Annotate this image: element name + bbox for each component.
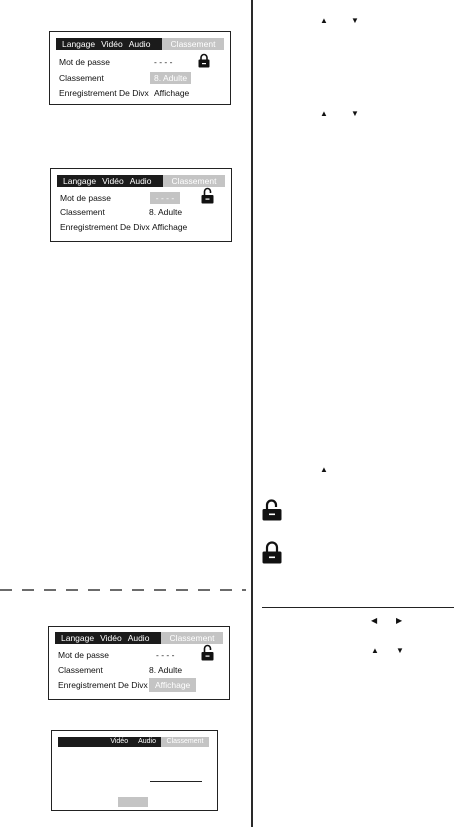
right-arrow-icon: ▶ xyxy=(396,616,403,625)
tab-video[interactable]: Vidéo xyxy=(102,176,124,186)
tab-audio[interactable]: Audio xyxy=(128,39,151,49)
up-arrow-icon: ▲ xyxy=(371,646,379,655)
rating-value[interactable]: 8. Adulte xyxy=(150,72,191,84)
tab-bar xyxy=(56,38,224,50)
tab-bar xyxy=(55,632,223,644)
tab-video[interactable]: Vidéo xyxy=(100,633,122,643)
up-arrow-icon: ▲ xyxy=(320,16,328,25)
tab-langage[interactable]: Langage xyxy=(63,176,97,186)
up-arrow-icon: ▲ xyxy=(320,109,328,118)
tab-classement[interactable]: Classement xyxy=(161,737,209,747)
tab-audio[interactable]: Audio xyxy=(129,176,152,186)
unlocked-padlock-icon xyxy=(201,187,214,204)
divx-value[interactable]: Affichage xyxy=(152,222,188,232)
osd-menu-1 xyxy=(49,31,231,105)
up-arrow-icon: ▲ xyxy=(320,465,328,474)
unlocked-padlock-icon xyxy=(201,644,214,661)
tab-video[interactable]: Vidéo xyxy=(110,738,129,745)
down-arrow-icon: ▼ xyxy=(396,646,404,655)
tab-audio[interactable]: Audio xyxy=(127,633,150,643)
rating-label: Classement xyxy=(60,207,105,217)
rating-value[interactable]: 8. Adulte xyxy=(149,665,183,675)
password-label: Mot de passe xyxy=(58,650,110,660)
password-label: Mot de passe xyxy=(60,193,112,203)
left-arrow-icon: ◀ xyxy=(371,616,378,625)
divx-label: Enregistrement De Divx xyxy=(58,680,148,690)
tab-audio[interactable]: Audio xyxy=(138,738,156,745)
divx-value[interactable]: Affichage xyxy=(149,678,196,692)
confirm-button[interactable] xyxy=(118,797,148,807)
rating-value[interactable]: 8. Adulte xyxy=(149,207,183,217)
divx-label: Enregistrement De Divx xyxy=(59,88,149,98)
tab-video[interactable]: Vidéo xyxy=(101,39,123,49)
down-arrow-icon: ▼ xyxy=(351,16,359,25)
tab-bar xyxy=(58,737,209,747)
password-label: Mot de passe xyxy=(59,57,111,67)
tab-langage[interactable]: Langage xyxy=(62,39,96,49)
locked-padlock-icon xyxy=(198,53,210,68)
unlocked-padlock-icon xyxy=(262,499,282,521)
tab-classement[interactable]: Classement xyxy=(162,38,224,50)
tab-classement[interactable]: Classement xyxy=(161,632,223,644)
down-arrow-icon: ▼ xyxy=(351,109,359,118)
osd-menu-2 xyxy=(50,168,232,242)
rating-label: Classement xyxy=(58,665,103,675)
osd-menu-4 xyxy=(51,730,218,811)
rating-label: Classement xyxy=(59,73,104,83)
tab-langage[interactable]: Langage xyxy=(61,633,95,643)
tab-classement[interactable]: Classement xyxy=(163,175,225,187)
section-rule xyxy=(262,607,454,608)
divx-value[interactable]: Affichage xyxy=(154,88,190,98)
tab-bar xyxy=(57,175,225,187)
password-value[interactable]: - - - - xyxy=(150,192,180,204)
divx-label: Enregistrement De Divx xyxy=(60,222,150,232)
input-underline xyxy=(150,781,202,782)
osd-menu-3 xyxy=(48,626,230,700)
password-value[interactable]: - - - - xyxy=(154,57,173,67)
locked-padlock-icon xyxy=(262,541,282,564)
password-value[interactable]: - - - - xyxy=(156,650,175,660)
section-divider-dashed xyxy=(0,589,246,591)
column-divider xyxy=(251,0,253,827)
